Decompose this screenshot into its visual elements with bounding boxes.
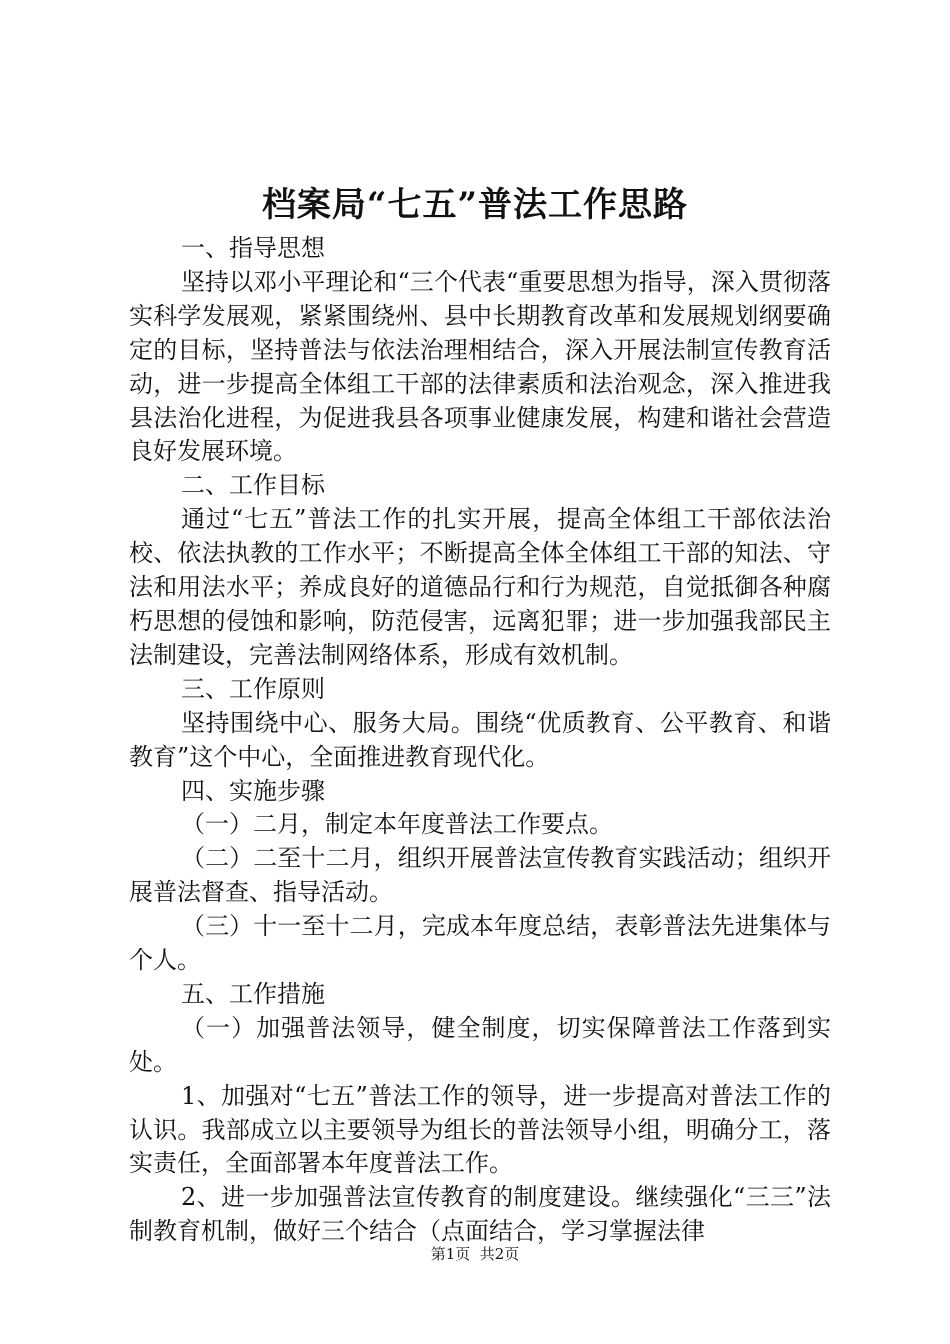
paragraph-work-goals: 通过“七五”普法工作的扎实开展，提高全体组工干部依法治校、依法执教的工作水平；不断提高全体全体组工干部的知法、守法和用法水平；养成良好的道德品行和行为规范，自觉抵御各种腐朽思想的侵蚀和影响，防范侵害，远离犯罪；进一步加强我部民主法制建设，完善法制网络体系，形成有效机制。 xyxy=(129,505,831,669)
paragraph-measure-1-item-1: 1、加强对“七五”普法工作的领导，进一步提高对普法工作的认识。我部成立以主要领导为组长的普法领导小组，明确分工，落实责任，全面部署本年度普法工作。 xyxy=(129,1081,831,1178)
paragraph-work-principles: 坚持围绕中心、服务大局。围绕“优质教育、公平教育、和谐教育”这个中心，全面推进教育现代化。 xyxy=(129,708,831,771)
section-heading-5: 五、工作措施 xyxy=(181,979,325,1008)
paragraph-step-2: （二）二至十二月，组织开展普法宣传教育实践活动；组织开展普法督查、指导活动。 xyxy=(129,844,831,907)
section-heading-3: 三、工作原则 xyxy=(181,674,325,703)
paragraph-measure-1: （一）加强普法领导，健全制度，切实保障普法工作落到实处。 xyxy=(129,1013,831,1076)
paragraph-step-1: （一）二月，制定本年度普法工作要点。 xyxy=(181,810,613,839)
section-heading-2: 二、工作目标 xyxy=(181,471,325,500)
section-heading-1: 一、指导思想 xyxy=(181,234,325,262)
document-body xyxy=(129,232,831,1249)
paragraph-step-3: （三）十一至十二月，完成本年度总结，表彰普法先进集体与个人。 xyxy=(129,912,831,975)
page-number-footer: 第1页 共2页 xyxy=(430,1245,520,1263)
document-title: 档案局“七五”普法工作思路 xyxy=(261,185,689,225)
section-heading-4: 四、实施步骤 xyxy=(181,776,325,805)
paragraph-measure-1-item-2: 2、进一步加强普法宣传教育的制度建设。继续强化“三三”法制教育机制，做好三个结合（点面结合，学习掌握法律 xyxy=(129,1183,831,1246)
paragraph-guiding-thought: 坚持以邓小平理论和“三个代表“重要思想为指导，深入贯彻落实科学发展观，紧紧围绕州、县中长期教育改革和发展规划纲要确定的目标，坚持普法与依法治理相结合，深入开展法制宣传教育活动，进一步提高全体组工干部的法律素质和法治观念，深入推进我县法治化进程，为促进我县各项事业健康发展，构建和谐社会营造良好发展环境。 xyxy=(129,267,831,466)
